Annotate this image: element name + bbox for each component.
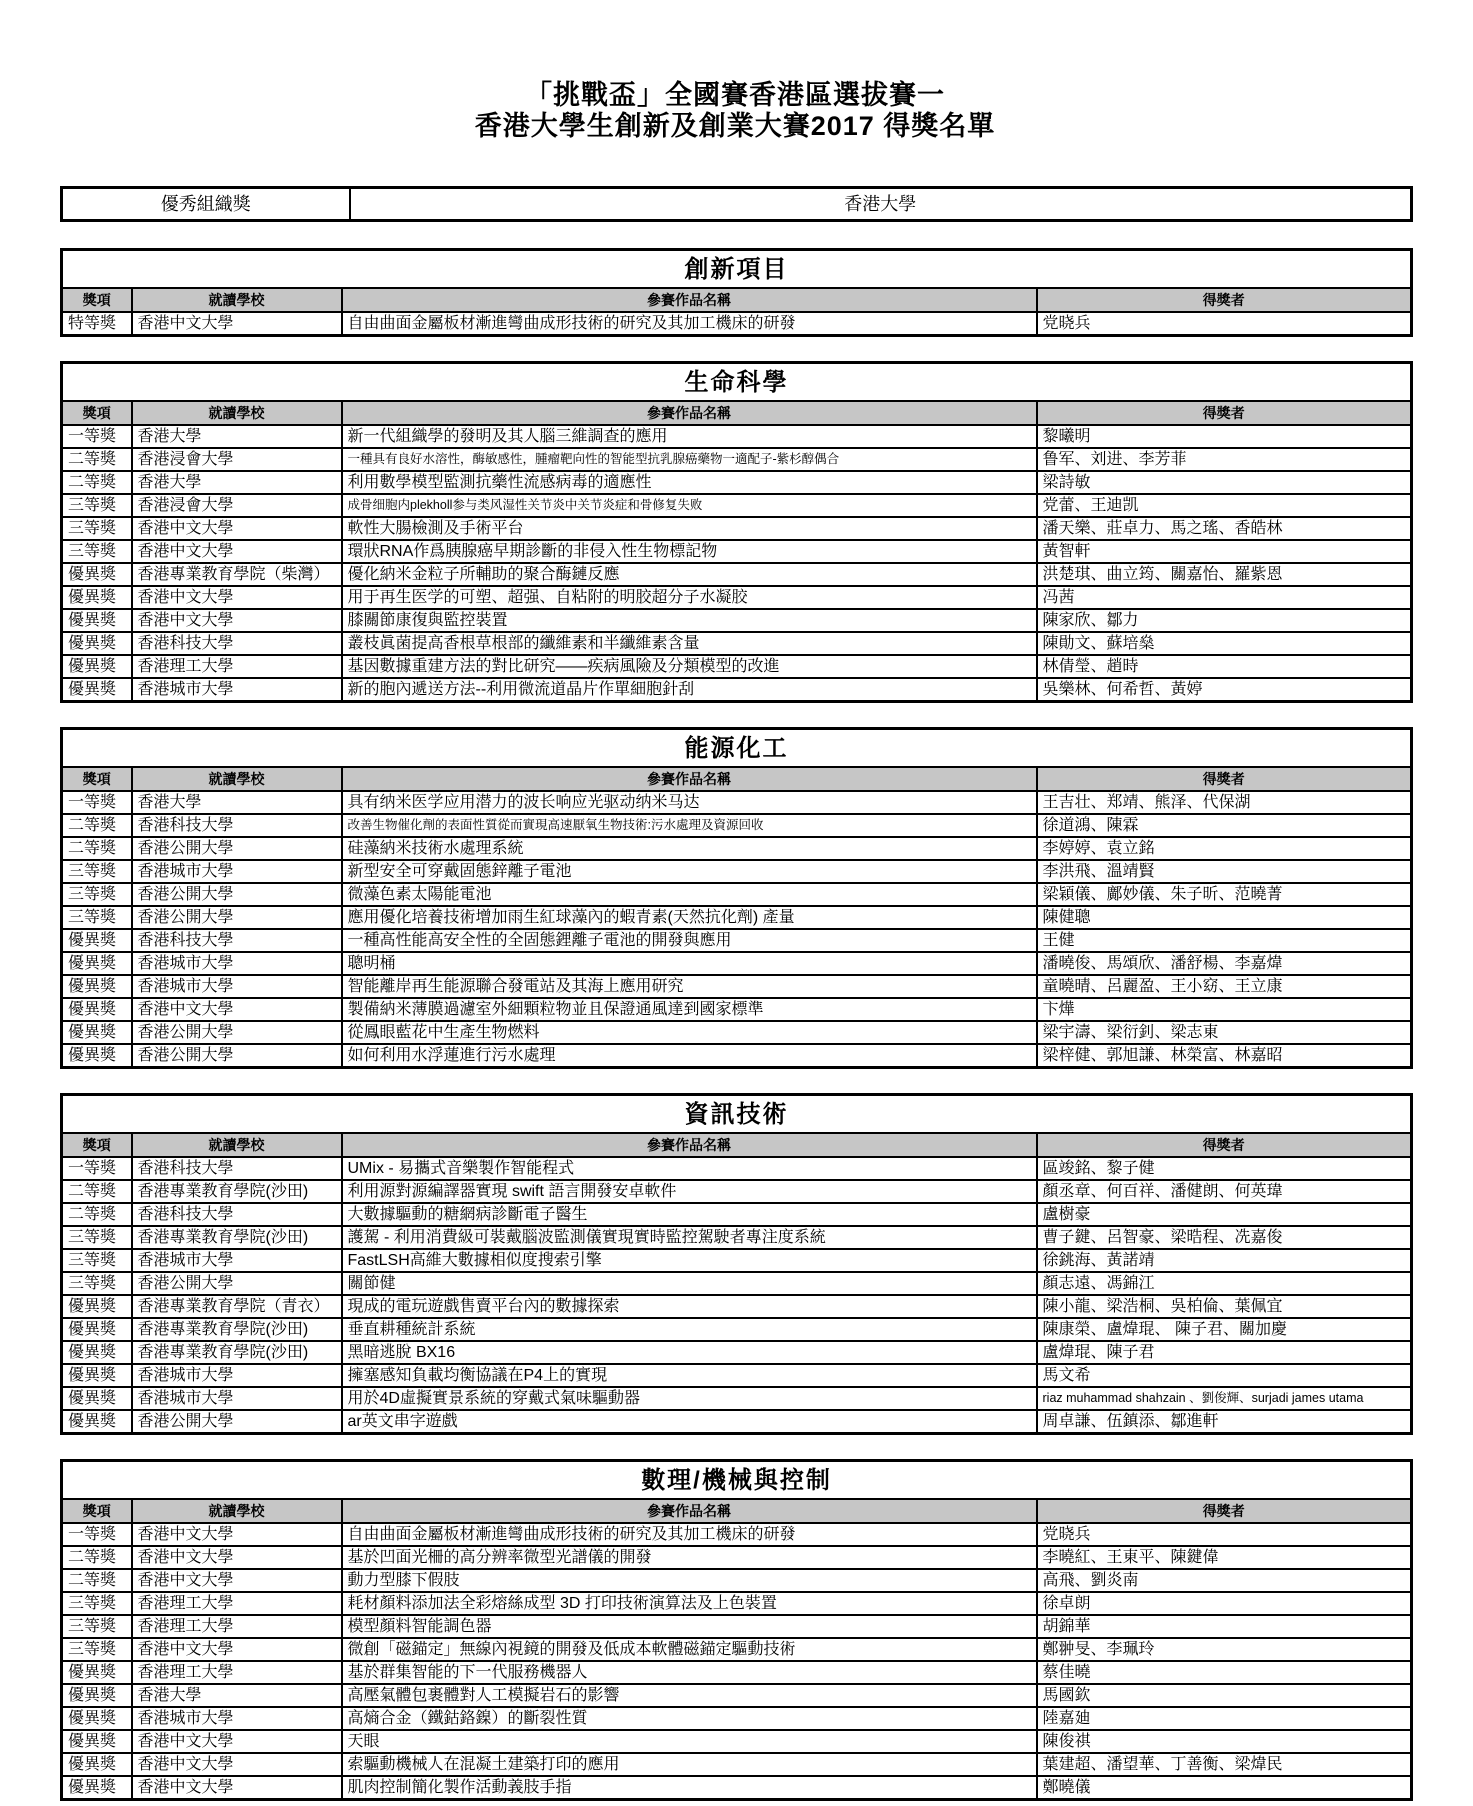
award-cell: 優異獎 [62,1364,132,1387]
column-header: 就讀學校 [132,288,342,312]
column-header-row [62,288,1412,312]
award-cell: 優異獎 [62,1044,132,1068]
school-cell: 香港中文大學 [132,540,342,563]
award-cell: 二等獎 [62,1180,132,1203]
award-cell: 優異獎 [62,1341,132,1364]
project-cell: 用于再生医学的可塑、超强、自粘附的明胶超分子水凝胶 [342,586,1037,609]
project-cell: 成骨细胞内plekholl参与类风湿性关节炎中关节炎症和骨修复失败 [342,494,1037,517]
section-table [60,1459,1413,1801]
column-header: 獎項 [62,1499,132,1523]
winners-cell: 鄭曉儀 [1037,1776,1412,1800]
school-cell: 香港城市大學 [132,1707,342,1730]
award-cell: 優異獎 [62,1684,132,1707]
column-header-row [62,767,1412,791]
school-cell: 香港專業教育學院(沙田) [132,1180,342,1203]
table-row [62,975,1412,998]
award-cell: 三等獎 [62,1592,132,1615]
project-cell: 利用數學模型監測抗藥性流感病毒的適應性 [342,471,1037,494]
school-cell: 香港公開大學 [132,883,342,906]
winners-cell: 陳勛文、蘇培燊 [1037,632,1412,655]
column-header: 得獎者 [1037,767,1412,791]
winners-cell: 王吉壮、郑靖、熊泽、代保湖 [1037,791,1412,814]
project-cell: 新一代組織學的發明及其人腦三維調查的應用 [342,425,1037,448]
award-cell: 二等獎 [62,814,132,837]
project-cell: 自由曲面金屬板材漸進彎曲成形技術的研究及其加工機床的研發 [342,312,1037,336]
winners-cell: 卞燁 [1037,998,1412,1021]
column-header: 就讀學校 [132,401,342,425]
winners-cell: 党蕾、王迪凯 [1037,494,1412,517]
org-award-value: 香港大學 [350,188,1412,221]
award-cell: 優異獎 [62,1318,132,1341]
school-cell: 香港大學 [132,791,342,814]
school-cell: 香港中文大學 [132,1776,342,1800]
winners-cell: 陳健聰 [1037,906,1412,929]
organization-award-table [60,186,1413,222]
school-cell: 香港浸會大學 [132,494,342,517]
table-row [62,517,1412,540]
project-cell: 改善生物催化劑的表面性質從而實現高速厭氧生物技術:污水處理及資源回收 [342,814,1037,837]
column-header: 得獎者 [1037,1133,1412,1157]
project-cell: 一種高性能高安全性的全固態鋰離子電池的開發與應用 [342,929,1037,952]
school-cell: 香港浸會大學 [132,448,342,471]
table-row [62,1592,1412,1615]
award-cell: 三等獎 [62,494,132,517]
column-header: 得獎者 [1037,1499,1412,1523]
winners-cell: 顏志遠、馮錦江 [1037,1272,1412,1295]
column-header: 獎項 [62,288,132,312]
org-award-label: 優秀組織獎 [62,188,350,221]
project-cell: 高壓氣體包裹體對人工模擬岩石的影響 [342,1684,1037,1707]
school-cell: 香港城市大學 [132,860,342,883]
table-row [62,814,1412,837]
section-title: 資訊技術 [62,1095,1412,1134]
school-cell: 香港中文大學 [132,609,342,632]
award-cell: 優異獎 [62,1387,132,1410]
school-cell: 香港大學 [132,1684,342,1707]
table-row [62,837,1412,860]
project-cell: 垂直耕種統計系統 [342,1318,1037,1341]
school-cell: 香港科技大學 [132,1157,342,1180]
table-row [62,586,1412,609]
project-cell: 叢枝眞菌提高香根草根部的纖維素和半纖維素含量 [342,632,1037,655]
project-cell: ar英文串字遊戲 [342,1410,1037,1434]
winners-cell: 鄭翀旻、李珮玲 [1037,1638,1412,1661]
winners-cell: 陳家欣、鄒力 [1037,609,1412,632]
table-row [62,1546,1412,1569]
award-cell: 優異獎 [62,952,132,975]
winners-cell: 高飛、劉炎南 [1037,1569,1412,1592]
winners-cell: 徐銚海、黃諾靖 [1037,1249,1412,1272]
winners-cell: 洪楚琪、曲立筠、關嘉怡、羅紫恩 [1037,563,1412,586]
award-cell: 優異獎 [62,1707,132,1730]
project-cell: 如何利用水浮蓮進行污水處理 [342,1044,1037,1068]
winners-cell: 盧樹豪 [1037,1203,1412,1226]
project-cell: 基於群集智能的下一代服務機器人 [342,1661,1037,1684]
award-cell: 特等獎 [62,312,132,336]
project-cell: 擁塞感知負載均衡協議在P4上的實現 [342,1364,1037,1387]
award-cell: 二等獎 [62,837,132,860]
table-row [62,678,1412,702]
winners-cell: 党晓兵 [1037,1523,1412,1546]
award-cell: 優異獎 [62,586,132,609]
project-cell: 應用優化培養技術增加雨生紅球藻內的蝦青素(天然抗化劑) 產量 [342,906,1037,929]
project-cell: 耗材顏料添加法全彩熔絲成型 3D 打印技術演算法及上色裝置 [342,1592,1037,1615]
school-cell: 香港理工大學 [132,1592,342,1615]
winners-cell: riaz muhammad shahzain 、劉俊輝、surjadi james utama [1037,1387,1412,1410]
award-cell: 優異獎 [62,929,132,952]
table-row [62,1387,1412,1410]
award-cell: 優異獎 [62,975,132,998]
project-cell: 具有纳米医学应用潜力的波长响应光驱动纳米马达 [342,791,1037,814]
award-cell: 三等獎 [62,1272,132,1295]
project-cell: 動力型膝下假肢 [342,1569,1037,1592]
table-row [62,609,1412,632]
school-cell: 香港專業教育學院(沙田) [132,1226,342,1249]
project-cell: 環狀RNA作爲胰腺癌早期診斷的非侵入性生物標記物 [342,540,1037,563]
school-cell: 香港中文大學 [132,1546,342,1569]
award-cell: 三等獎 [62,906,132,929]
table-row [62,1021,1412,1044]
award-cell: 二等獎 [62,1203,132,1226]
school-cell: 香港專業教育學院（柴灣） [132,563,342,586]
winners-cell: 王健 [1037,929,1412,952]
project-cell: 基於凹面光柵的高分辨率微型光譜儀的開發 [342,1546,1037,1569]
award-cell: 三等獎 [62,1615,132,1638]
winners-cell: 盧煒琨、陳子君 [1037,1341,1412,1364]
winners-cell: 潘天樂、莊卓力、馬之瑤、香皓林 [1037,517,1412,540]
award-cell: 三等獎 [62,540,132,563]
column-header: 參賽作品名稱 [342,767,1037,791]
school-cell: 香港大學 [132,471,342,494]
column-header: 得獎者 [1037,401,1412,425]
award-cell: 三等獎 [62,1638,132,1661]
section-title: 數理/機械與控制 [62,1461,1412,1500]
project-cell: 基因數據重建方法的對比研究——疾病風險及分類模型的改進 [342,655,1037,678]
project-cell: 膝關節康復與監控裝置 [342,609,1037,632]
award-cell: 優異獎 [62,1661,132,1684]
award-cell: 二等獎 [62,1546,132,1569]
winners-cell: 吳樂林、何希哲、黃婷 [1037,678,1412,702]
winners-cell: 葉建超、潘望華、丁善衡、梁煒民 [1037,1753,1412,1776]
table-row [62,1180,1412,1203]
table-row [62,655,1412,678]
winners-cell: 童曉晴、呂麗盈、王小窈、王立康 [1037,975,1412,998]
column-header: 獎項 [62,401,132,425]
table-row [62,1753,1412,1776]
winners-cell: 黎曦明 [1037,425,1412,448]
project-cell: 護駕 - 利用消費級可裝戴腦波監測儀實現實時監控駕駛者專注度系統 [342,1226,1037,1249]
project-cell: 微創「磁錨定」無線內視鏡的開發及低成本軟體磁錨定驅動技術 [342,1638,1037,1661]
award-cell: 三等獎 [62,1249,132,1272]
project-cell: 現成的電玩遊戲售賣平台內的數據探索 [342,1295,1037,1318]
project-cell: 天眼 [342,1730,1037,1753]
column-header-row [62,1499,1412,1523]
table-row [62,1684,1412,1707]
winners-cell: 周卓謙、伍鎮添、鄒進軒 [1037,1410,1412,1434]
project-cell: 大數據驅動的糖網病診斷電子醫生 [342,1203,1037,1226]
school-cell: 香港城市大學 [132,1249,342,1272]
column-header: 就讀學校 [132,1133,342,1157]
winners-cell: 鲁军、刘进、李芳菲 [1037,448,1412,471]
table-row [62,1364,1412,1387]
table-row [62,1523,1412,1546]
award-cell: 一等獎 [62,1523,132,1546]
school-cell: 香港公開大學 [132,1044,342,1068]
section-table [60,248,1413,337]
section-title: 生命科學 [62,363,1412,402]
school-cell: 香港大學 [132,425,342,448]
school-cell: 香港專業教育學院(沙田) [132,1341,342,1364]
winners-cell: 馬國欽 [1037,1684,1412,1707]
award-cell: 優異獎 [62,1410,132,1434]
section-title-row [62,250,1412,289]
project-cell: 新的胞內遞送方法--利用微流道晶片作單細胞針刮 [342,678,1037,702]
section-title-row [62,729,1412,768]
table-row [62,448,1412,471]
project-cell: 黑暗逃脫 BX16 [342,1341,1037,1364]
column-header: 得獎者 [1037,288,1412,312]
school-cell: 香港中文大學 [132,1569,342,1592]
page-title-line-1: 「挑戰盃」全國賽香港區選拔賽一 [525,80,945,110]
project-cell: 肌肉控制簡化製作活動義肢手指 [342,1776,1037,1800]
project-cell: UMix - 易攜式音樂製作智能程式 [342,1157,1037,1180]
school-cell: 香港城市大學 [132,1364,342,1387]
project-cell: 利用源對源編譯器實現 swift 語言開發安卓軟件 [342,1180,1037,1203]
section-title: 能源化工 [62,729,1412,768]
winners-cell: 陳康榮、盧煒琨、 陳子君、關加慶 [1037,1318,1412,1341]
project-cell: 從鳳眼藍花中生產生物燃料 [342,1021,1037,1044]
table-row [62,1203,1412,1226]
section-table [60,361,1413,703]
project-cell: 微藻色素太陽能電池 [342,883,1037,906]
award-cell: 一等獎 [62,791,132,814]
table-row [62,906,1412,929]
school-cell: 香港公開大學 [132,1021,342,1044]
section-title-row [62,363,1412,402]
section-table [60,1093,1413,1435]
project-cell: 硅藻納米技術水處理系統 [342,837,1037,860]
winners-cell: 梁穎儀、鄺妙儀、朱子昕、范曉菁 [1037,883,1412,906]
page-title-line-2: 香港大學生創新及創業大賽2017 得獎名單 [474,111,996,141]
table-row [62,1661,1412,1684]
winners-cell: 區竣銘、黎子健 [1037,1157,1412,1180]
award-cell: 優異獎 [62,1776,132,1800]
award-cell: 一等獎 [62,425,132,448]
table-row [62,1044,1412,1068]
school-cell: 香港科技大學 [132,632,342,655]
winners-cell: 李曉紅、王東平、陳鍵偉 [1037,1546,1412,1569]
winners-cell: 李婷婷、袁立銘 [1037,837,1412,860]
section-table [60,727,1413,1069]
project-cell: FastLSH高維大數據相似度搜索引擎 [342,1249,1037,1272]
table-row [62,1226,1412,1249]
project-cell: 索驅動機械人在混凝土建築打印的應用 [342,1753,1037,1776]
winners-cell: 梁宇濤、梁衍釗、梁志東 [1037,1021,1412,1044]
document-content [60,0,1410,1801]
award-sections [60,248,1410,1801]
award-cell: 優異獎 [62,1730,132,1753]
table-row [62,1249,1412,1272]
award-cell: 三等獎 [62,517,132,540]
winners-cell: 梁梓健、郭旭謙、林榮富、林嘉昭 [1037,1044,1412,1068]
project-cell: 一種具有良好水溶性，酶敏感性，腫瘤靶向性的智能型抗乳腺癌藥物一適配子-紫杉醇偶合 [342,448,1037,471]
project-cell: 軟性大腸檢測及手術平台 [342,517,1037,540]
school-cell: 香港理工大學 [132,1615,342,1638]
award-cell: 優異獎 [62,678,132,702]
award-cell: 優異獎 [62,998,132,1021]
table-row [62,860,1412,883]
table-row [62,632,1412,655]
school-cell: 香港公開大學 [132,837,342,860]
winners-cell: 蔡佳曉 [1037,1661,1412,1684]
column-header: 就讀學校 [132,767,342,791]
project-cell: 用於4D虛擬實景系統的穿戴式氣味驅動器 [342,1387,1037,1410]
project-cell: 高熵合金（鐵鈷鉻鎳）的斷裂性質 [342,1707,1037,1730]
award-cell: 二等獎 [62,471,132,494]
table-row [62,540,1412,563]
award-cell: 二等獎 [62,448,132,471]
project-cell: 製備納米薄膜過濾室外細顆粒物並且保證通風達到國家標準 [342,998,1037,1021]
winners-cell: 陳小龍、梁浩桐、吳柏倫、葉佩宜 [1037,1295,1412,1318]
table-row [62,494,1412,517]
award-cell: 三等獎 [62,860,132,883]
school-cell: 香港公開大學 [132,906,342,929]
column-header: 獎項 [62,767,132,791]
table-row [62,952,1412,975]
award-cell: 優異獎 [62,1021,132,1044]
award-cell: 優異獎 [62,609,132,632]
column-header: 獎項 [62,1133,132,1157]
table-row [62,425,1412,448]
table-row [62,1318,1412,1341]
column-header: 就讀學校 [132,1499,342,1523]
table-row [62,929,1412,952]
winners-cell: 林倩瑩、趙時 [1037,655,1412,678]
section-title-row [62,1461,1412,1500]
table-row [62,1730,1412,1753]
school-cell: 香港中文大學 [132,998,342,1021]
school-cell: 香港公開大學 [132,1410,342,1434]
school-cell: 香港中文大學 [132,1753,342,1776]
table-row [62,471,1412,494]
school-cell: 香港中文大學 [132,312,342,336]
school-cell: 香港城市大學 [132,975,342,998]
project-cell: 優化納米金粒子所輔助的聚合酶鏈反應 [342,563,1037,586]
school-cell: 香港中文大學 [132,517,342,540]
award-cell: 優異獎 [62,1753,132,1776]
school-cell: 香港城市大學 [132,678,342,702]
school-cell: 香港科技大學 [132,814,342,837]
school-cell: 香港中文大學 [132,1638,342,1661]
school-cell: 香港城市大學 [132,1387,342,1410]
award-cell: 優異獎 [62,563,132,586]
table-row [62,1707,1412,1730]
column-header: 參賽作品名稱 [342,1133,1037,1157]
winners-cell: 陳俊祺 [1037,1730,1412,1753]
winners-cell: 党晓兵 [1037,312,1412,336]
table-row [62,1157,1412,1180]
award-cell: 優異獎 [62,1295,132,1318]
award-cell: 三等獎 [62,1226,132,1249]
winners-cell: 徐卓朗 [1037,1592,1412,1615]
table-row [62,1341,1412,1364]
school-cell: 香港科技大學 [132,929,342,952]
table-row [62,1638,1412,1661]
winners-cell: 馬文希 [1037,1364,1412,1387]
award-cell: 優異獎 [62,655,132,678]
winners-cell: 徐道鴻、陳霖 [1037,814,1412,837]
award-cell: 一等獎 [62,1157,132,1180]
winners-cell: 黃智軒 [1037,540,1412,563]
award-cell: 三等獎 [62,883,132,906]
table-row [62,883,1412,906]
project-cell: 智能離岸再生能源聯合發電站及其海上應用研究 [342,975,1037,998]
project-cell: 聰明桶 [342,952,1037,975]
school-cell: 香港城市大學 [132,952,342,975]
winners-cell: 陸嘉廸 [1037,1707,1412,1730]
winners-cell: 曹子鍵、呂智豪、梁晧程、冼嘉俊 [1037,1226,1412,1249]
school-cell: 香港中文大學 [132,1730,342,1753]
table-row [62,1295,1412,1318]
table-row [62,312,1412,336]
table-row [62,1272,1412,1295]
winners-cell: 胡錦華 [1037,1615,1412,1638]
school-cell: 香港科技大學 [132,1203,342,1226]
table-row [62,1615,1412,1638]
column-header-row [62,1133,1412,1157]
page-title [60,80,1410,142]
section-title-row [62,1095,1412,1134]
project-cell: 關節健 [342,1272,1037,1295]
section-title: 創新項目 [62,250,1412,289]
winners-cell: 冯茜 [1037,586,1412,609]
school-cell: 香港公開大學 [132,1272,342,1295]
column-header: 參賽作品名稱 [342,401,1037,425]
award-cell: 優異獎 [62,632,132,655]
table-row [62,1569,1412,1592]
school-cell: 香港理工大學 [132,655,342,678]
table-row [62,188,1412,221]
school-cell: 香港理工大學 [132,1661,342,1684]
column-header: 參賽作品名稱 [342,288,1037,312]
school-cell: 香港中文大學 [132,1523,342,1546]
winners-cell: 顏丞章、何百祥、潘健朗、何英瑋 [1037,1180,1412,1203]
project-cell: 新型安全可穿戴固態鋅離子電池 [342,860,1037,883]
project-cell: 模型顏料智能調色器 [342,1615,1037,1638]
winners-cell: 潘曉俊、馬頌欣、潘舒楊、李嘉煒 [1037,952,1412,975]
school-cell: 香港中文大學 [132,586,342,609]
table-row [62,791,1412,814]
column-header-row [62,401,1412,425]
table-row [62,563,1412,586]
winners-cell: 梁詩敏 [1037,471,1412,494]
table-row [62,1776,1412,1800]
table-row [62,998,1412,1021]
school-cell: 香港專業教育學院（青衣） [132,1295,342,1318]
column-header: 參賽作品名稱 [342,1499,1037,1523]
award-cell: 二等獎 [62,1569,132,1592]
school-cell: 香港專業教育學院(沙田) [132,1318,342,1341]
winners-cell: 李洪飛、溫靖賢 [1037,860,1412,883]
table-row [62,1410,1412,1434]
project-cell: 自由曲面金屬板材漸進彎曲成形技術的研究及其加工機床的研發 [342,1523,1037,1546]
